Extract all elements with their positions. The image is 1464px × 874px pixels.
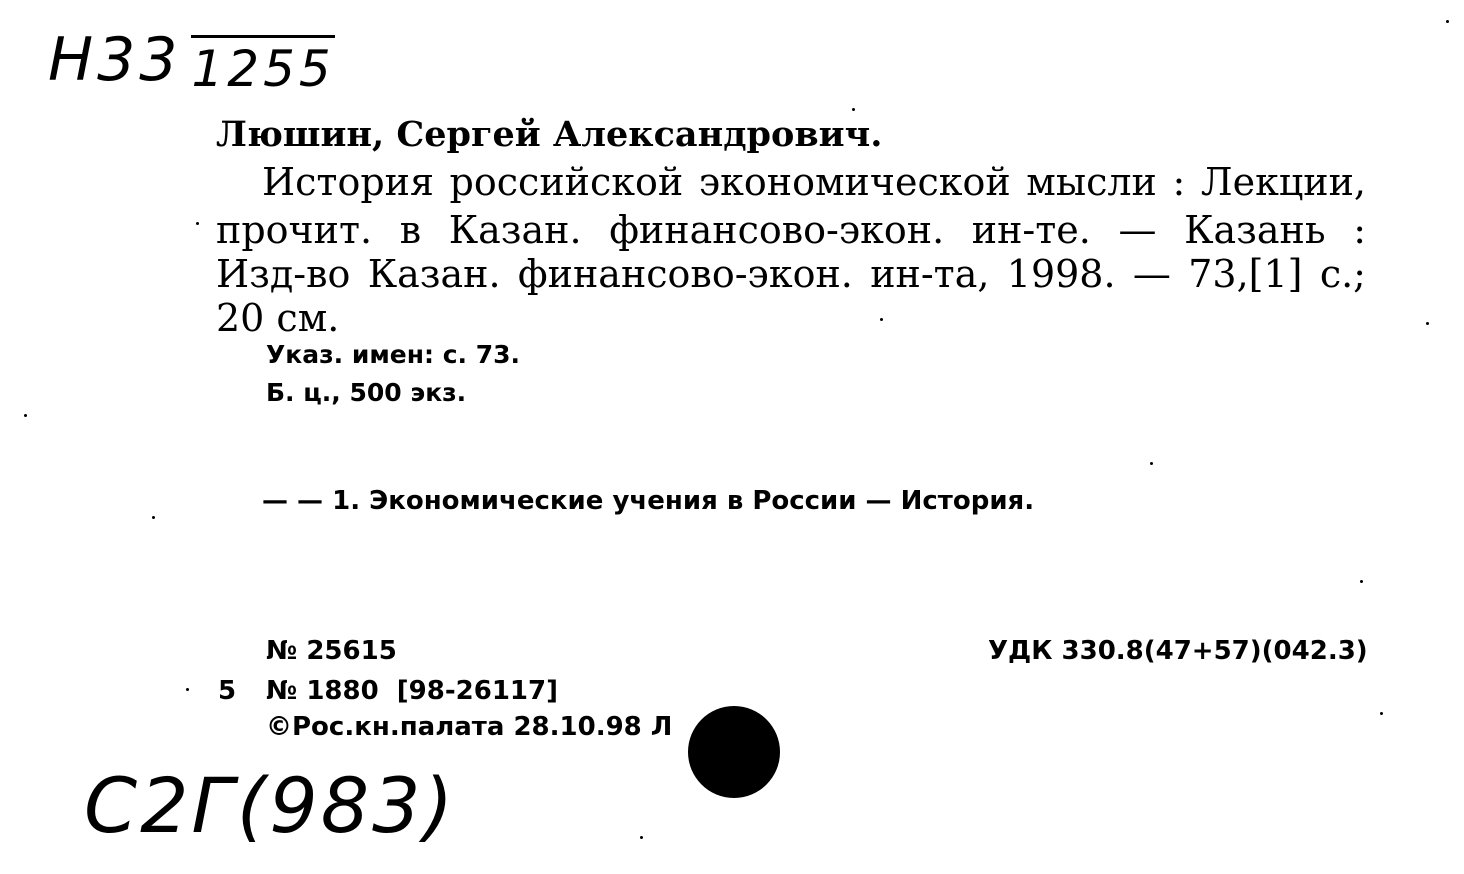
scan-speck: [196, 222, 199, 225]
scan-speck: [880, 318, 883, 321]
price-note: Б. ц., 500 экз.: [266, 378, 467, 407]
scan-speck: [640, 836, 643, 839]
scan-speck: [1360, 580, 1363, 583]
scan-speck: [1150, 462, 1153, 465]
description-line-1: История российской экономической мысли : Лекции,: [262, 160, 1366, 204]
scan-speck: [1446, 20, 1449, 23]
scan-speck: [852, 108, 855, 111]
scan-speck: [1380, 712, 1383, 715]
book-chamber-stamp: ©Рос.кн.палата 28.10.98 Л: [266, 712, 673, 742]
handwritten-code: С2Г(983): [84, 761, 457, 850]
subject-heading: — — 1. Экономические учения в России — История.: [262, 486, 1035, 516]
scan-speck: [186, 688, 189, 691]
author-heading: Люшин, Сергей Александрович.: [216, 114, 883, 155]
scan-speck: [1426, 322, 1429, 325]
description-line-4: 20 см.: [216, 296, 340, 340]
registry-number: № 1880 [98-26117]: [266, 676, 558, 706]
scan-speck: [152, 516, 155, 519]
index-note: Указ. имен: с. 73.: [266, 340, 521, 369]
udc-code: УДК 330.8(47+57)(042.3): [988, 636, 1368, 666]
call-number-part: 1255: [191, 35, 334, 98]
call-number: [48, 25, 335, 98]
description-line-3: Изд-во Казан. финансово-экон. ин-та, 1998. — 73,[1] с.;: [216, 252, 1366, 296]
copy-count: 5: [218, 676, 237, 706]
ink-blot: [688, 706, 780, 798]
description-line-2: прочит. в Казан. финансово-экон. ин-те. — Казань :: [216, 208, 1366, 252]
call-number-main: Н33: [48, 25, 182, 95]
scan-speck: [24, 414, 27, 417]
record-number: № 25615: [266, 636, 397, 666]
